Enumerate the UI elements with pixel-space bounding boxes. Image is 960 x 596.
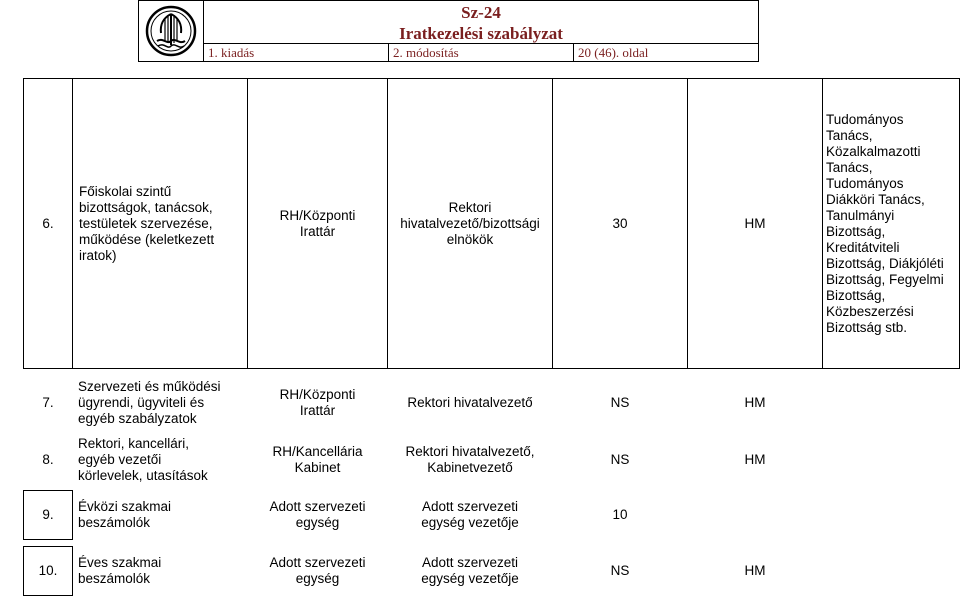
responsible: Adott szervezeti egység vezetője bbox=[421, 499, 519, 530]
storage-place: RH/Központi Irattár bbox=[279, 387, 356, 418]
page-label: 20 (46). oldal bbox=[573, 43, 759, 62]
record-type bbox=[72, 78, 248, 369]
row-number: 8. bbox=[42, 452, 54, 467]
logo bbox=[138, 0, 204, 62]
document-title-box bbox=[203, 0, 759, 44]
row-number: 7. bbox=[42, 395, 54, 410]
edition-label: 1. kiadás bbox=[203, 43, 389, 62]
retention-time: NS bbox=[610, 395, 630, 410]
college-logo-icon bbox=[145, 5, 197, 57]
row-number: 10. bbox=[23, 546, 73, 596]
storage-place: Adott szervezeti egység bbox=[269, 555, 366, 586]
storage-place: Adott szervezeti egység bbox=[269, 499, 366, 530]
record-type: Rektori, kancellári, egyéb vezetői körlevelek, utasítások bbox=[78, 436, 208, 483]
responsible: Rektori hivatalvezető bbox=[407, 395, 533, 410]
handling-code: HM bbox=[744, 452, 766, 467]
record-type: Szervezeti és működési ügyrendi, ügyviteli és egyéb szabályzatok bbox=[78, 379, 221, 426]
retention-time: NS bbox=[610, 452, 630, 467]
storage-place: RH/Kancellária Kabinet bbox=[272, 444, 363, 475]
handling-code: HM bbox=[687, 78, 823, 369]
document-title: Iratkezelési szabályzat bbox=[399, 24, 563, 43]
storage-place: RH/Központi Irattár bbox=[247, 78, 388, 369]
handling-code: HM bbox=[744, 563, 766, 578]
notes: Tudományos Tanács, Közalkalmazotti Tanács, Tudományos Diákköri Tanács, Tanulmányi Bizottság, Kreditátviteli Bizottság, Diákjóléti Bizottság, Fegyelmi Bizottság, Közbeszerzési Bizottság stb. bbox=[822, 78, 960, 369]
handling-code: HM bbox=[744, 395, 766, 410]
responsible: Rektori hivatalvezető, Kabinetvezető bbox=[405, 444, 535, 475]
row-number: 9. bbox=[23, 490, 73, 540]
handling-code bbox=[687, 490, 823, 540]
record-type-text: Főiskolai szintű bizottságok, tanácsok, testületek szervezése, működése (keletkezett iratok) bbox=[79, 183, 215, 263]
record-type: Éves szakmai beszámolók bbox=[78, 555, 162, 586]
revision-label: 2. módosítás bbox=[388, 43, 574, 62]
row-number: 6. bbox=[23, 78, 73, 369]
record-type: Évközi szakmai beszámolók bbox=[78, 499, 172, 530]
responsible: Adott szervezeti egység vezetője bbox=[421, 555, 519, 586]
retention-time: NS bbox=[610, 563, 630, 578]
retention-time: 30 bbox=[552, 78, 688, 369]
responsible: Rektori hivatalvezető/bizottsági elnökök bbox=[387, 78, 553, 369]
document-code: Sz-24 bbox=[461, 3, 501, 22]
retention-time: 10 bbox=[612, 507, 628, 522]
